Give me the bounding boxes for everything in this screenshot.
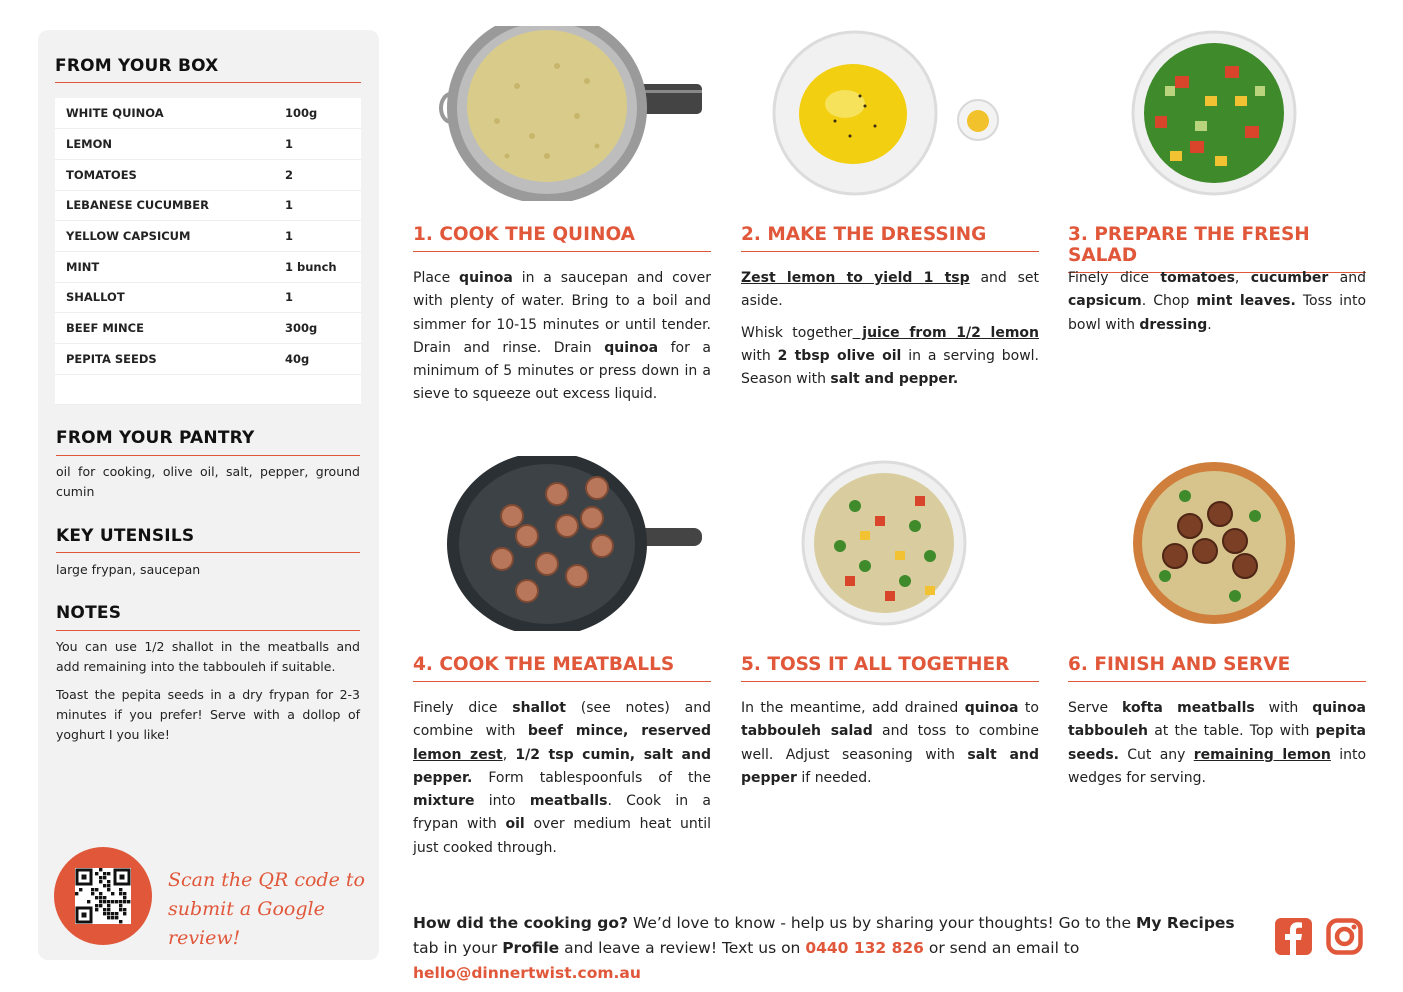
pantry-title: FROM YOUR PANTRY	[56, 428, 255, 448]
step-text-segment: into	[474, 793, 530, 810]
box-ingredient-qty: 1 bunch	[285, 259, 337, 274]
step-text-segment: Place	[413, 270, 460, 286]
step-text-segment: for a minimum of 5 minutes or press down in a sieve to squeeze out excess liquid.	[413, 339, 711, 403]
step-text-segment: and toss to combine well. Adjust seasoning with	[741, 723, 1040, 763]
bold-ingredient: mixture	[413, 793, 475, 810]
box-ingredient-row	[55, 344, 361, 375]
qr-badge[interactable]	[54, 847, 152, 945]
step-1-title: 1. COOK THE QUINOA	[413, 224, 711, 252]
footer-profile: Profile	[502, 939, 560, 957]
scan-qr-line-1: Scan the QR code to	[168, 869, 365, 891]
step-text-segment: . Chop	[1141, 293, 1197, 310]
bold-ingredient: kofta meatballs	[1122, 700, 1255, 716]
box-ingredient-name: TOMATOES	[66, 167, 137, 182]
bold-ingredient: 1/2 tsp cumin, salt and pepper.	[413, 746, 711, 786]
footer-question: How did the cooking go?	[413, 914, 628, 932]
quinoa-saucepan-image	[437, 26, 707, 201]
notes-paragraph-2: Toast the pepita seeds in a dry frypan for 2-3 minutes if you prefer! Serve with a dollop of yoghurt I you like!	[56, 687, 360, 742]
box-ingredient-row	[55, 159, 361, 190]
facebook-icon[interactable]	[1275, 918, 1312, 955]
footer-text-3: and leave a review! Text us on	[559, 939, 806, 957]
bold-ingredient: dressing	[1139, 316, 1208, 333]
box-empty-row	[55, 374, 361, 405]
step-paragraph	[413, 697, 711, 860]
fresh-salad-image	[1095, 26, 1365, 201]
step-text-segment: Cut any	[1119, 746, 1194, 763]
box-ingredient-qty: 300g	[285, 321, 318, 336]
box-ingredient-qty: 1	[285, 229, 294, 244]
scan-qr-line-2: submit a Google review!	[168, 898, 325, 949]
bold-ingredient: pepita seeds.	[1068, 723, 1366, 763]
footer-text-1: We’d love to know - help us by sharing your thoughts! Go to the	[627, 914, 1136, 932]
footer-text-4: or send an email to	[923, 939, 1080, 957]
box-ingredient-row	[55, 129, 361, 160]
footer-my-recipes: My Recipes	[1135, 914, 1235, 932]
footer-text-2: tab in your	[413, 939, 503, 957]
box-ingredient-qty: 2	[285, 167, 294, 182]
bold-ingredient: shallot	[512, 700, 566, 716]
bold-ingredient: tabbouleh salad	[741, 723, 873, 740]
step-text-segment: if needed.	[796, 769, 872, 786]
step-text-segment: (see notes) and combine with	[413, 700, 711, 740]
step-text-segment: to	[1018, 700, 1039, 716]
step-text-segment: with	[741, 347, 778, 364]
footer-email-link[interactable]: hello@dinnertwist.com.au	[413, 964, 641, 982]
underlined-ingredient: Zest lemon to yield 1 tsp	[741, 270, 970, 286]
box-title: FROM YOUR BOX	[55, 56, 219, 76]
bold-ingredient: 2 tbsp olive oil	[777, 347, 902, 364]
step-text-segment: .	[1207, 316, 1212, 333]
step-2-title: 2. MAKE THE DRESSING	[741, 224, 1039, 252]
box-ingredient-qty: 1	[285, 198, 294, 213]
ingredients-sidebar	[38, 30, 379, 960]
finished-dish-image	[1095, 456, 1365, 631]
box-ingredient-qty: 1	[285, 137, 294, 152]
step-paragraph	[741, 322, 1039, 392]
step-5-title: 5. TOSS IT ALL TOGETHER	[741, 654, 1039, 682]
box-ingredient-name: LEMON	[66, 137, 113, 152]
step-paragraph	[413, 267, 711, 407]
bold-ingredient: salt and pepper.	[830, 371, 959, 388]
step-1-text	[413, 267, 711, 415]
step-6-title: 6. FINISH AND SERVE	[1068, 654, 1366, 682]
step-text-segment: and	[1328, 270, 1366, 286]
box-ingredient-name: BEEF MINCE	[66, 321, 144, 336]
step-5-text	[741, 697, 1039, 798]
box-ingredient-name: YELLOW CAPSICUM	[66, 229, 191, 244]
footer-phone-link[interactable]: 0440 132 826	[805, 939, 924, 957]
bold-ingredient: quinoa	[964, 700, 1019, 716]
review-footer	[413, 911, 1263, 986]
step-text-segment: Whisk together	[741, 324, 853, 341]
box-ingredient-name: PEPITA SEEDS	[66, 351, 157, 366]
box-ingredient-row	[55, 251, 361, 282]
step-4-title: 4. COOK THE MEATBALLS	[413, 654, 711, 682]
bold-ingredient: beef mince, reserved	[527, 723, 712, 740]
box-ingredient-name: LEBANESE CUCUMBER	[66, 198, 209, 213]
box-ingredient-row	[55, 282, 361, 313]
step-text-segment: . Cook in a frypan with	[413, 793, 712, 833]
tabbouleh-bowl-image	[765, 456, 1035, 631]
box-title-rule	[55, 82, 361, 83]
box-ingredient-qty: 1	[285, 290, 294, 305]
box-ingredients-table	[55, 98, 361, 405]
step-text-segment: Serve	[1068, 700, 1123, 716]
step-text-segment: Form tablespoonfuls of the	[472, 769, 711, 786]
utensils-text: large frypan, saucepan	[56, 562, 201, 577]
step-paragraph	[1068, 697, 1366, 790]
underlined-ingredient: lemon zest	[413, 746, 503, 763]
bold-ingredient: meatballs	[529, 793, 608, 810]
bold-ingredient: oil	[505, 816, 525, 833]
step-3-text	[1068, 267, 1366, 345]
bold-ingredient: capsicum	[1068, 293, 1142, 310]
step-6-text	[1068, 697, 1366, 798]
notes-paragraph-1: You can use 1/2 shallot in the meatballs and add remaining into the tabbouleh if suitable.	[56, 639, 360, 674]
box-ingredient-row	[55, 190, 361, 221]
step-text-segment: Finely dice	[1068, 270, 1161, 286]
step-text-segment: in a saucepan and cover with plenty of water. Bring to a boil and simmer for 10-15 minutes or until tender. Drain and rinse. Drain	[413, 270, 711, 356]
step-2-text	[741, 267, 1039, 399]
underlined-ingredient: juice from 1/2 lemon	[852, 324, 1039, 341]
step-paragraph	[741, 697, 1039, 790]
step-paragraph	[1068, 267, 1366, 337]
step-text-segment: ,	[1234, 270, 1251, 286]
bold-ingredient: mint leaves.	[1196, 293, 1296, 310]
utensils-title: KEY UTENSILS	[56, 526, 195, 546]
scan-qr-caption	[168, 866, 368, 953]
box-ingredient-name: SHALLOT	[66, 290, 125, 305]
step-text-segment: with	[1254, 700, 1313, 716]
dressing-bowl-image	[765, 26, 1035, 201]
box-ingredient-row	[55, 98, 361, 129]
utensils-title-rule	[56, 552, 360, 553]
bold-ingredient: quinoa	[459, 270, 513, 286]
step-text-segment: ,	[502, 746, 516, 763]
box-ingredient-qty: 40g	[285, 351, 310, 366]
bold-ingredient: quinoa tabbouleh	[1068, 700, 1367, 740]
box-ingredient-name: MINT	[66, 259, 100, 274]
bold-ingredient: salt and pepper	[741, 746, 1039, 786]
step-text-segment: into wedges for serving.	[1068, 746, 1367, 786]
box-ingredient-name: WHITE QUINOA	[66, 106, 164, 121]
bold-ingredient: cucumber	[1250, 270, 1329, 286]
step-paragraph	[741, 267, 1039, 314]
box-ingredient-row	[55, 313, 361, 344]
step-text-segment: at the table. Top with	[1148, 723, 1316, 740]
step-text-segment: In the meantime, add drained	[741, 700, 965, 716]
step-text-segment: over medium heat until just cooked through.	[413, 816, 711, 856]
qr-code-icon[interactable]	[75, 868, 131, 924]
box-ingredient-row	[55, 221, 361, 252]
bold-ingredient: tomatoes	[1160, 270, 1235, 286]
pantry-title-rule	[56, 455, 360, 456]
step-4-text	[413, 697, 711, 868]
bold-ingredient: quinoa	[604, 339, 659, 356]
step-text-segment: Toss into bowl with	[1068, 293, 1367, 333]
box-ingredient-qty: 100g	[285, 106, 318, 121]
instagram-icon[interactable]	[1326, 918, 1363, 955]
step-text-segment: and set aside.	[741, 270, 1039, 310]
meatballs-frypan-image	[437, 456, 707, 631]
step-text-segment: in a serving bowl. Season with	[741, 347, 1039, 388]
notes-title-rule	[56, 630, 360, 631]
notes-title: NOTES	[56, 603, 122, 623]
underlined-ingredient: remaining lemon	[1193, 746, 1331, 763]
pantry-text: oil for cooking, olive oil, salt, pepper, ground cumin	[56, 464, 360, 499]
step-text-segment: Finely dice	[413, 700, 513, 716]
step-3-title: 3. PREPARE THE FRESH SALAD	[1068, 224, 1366, 273]
